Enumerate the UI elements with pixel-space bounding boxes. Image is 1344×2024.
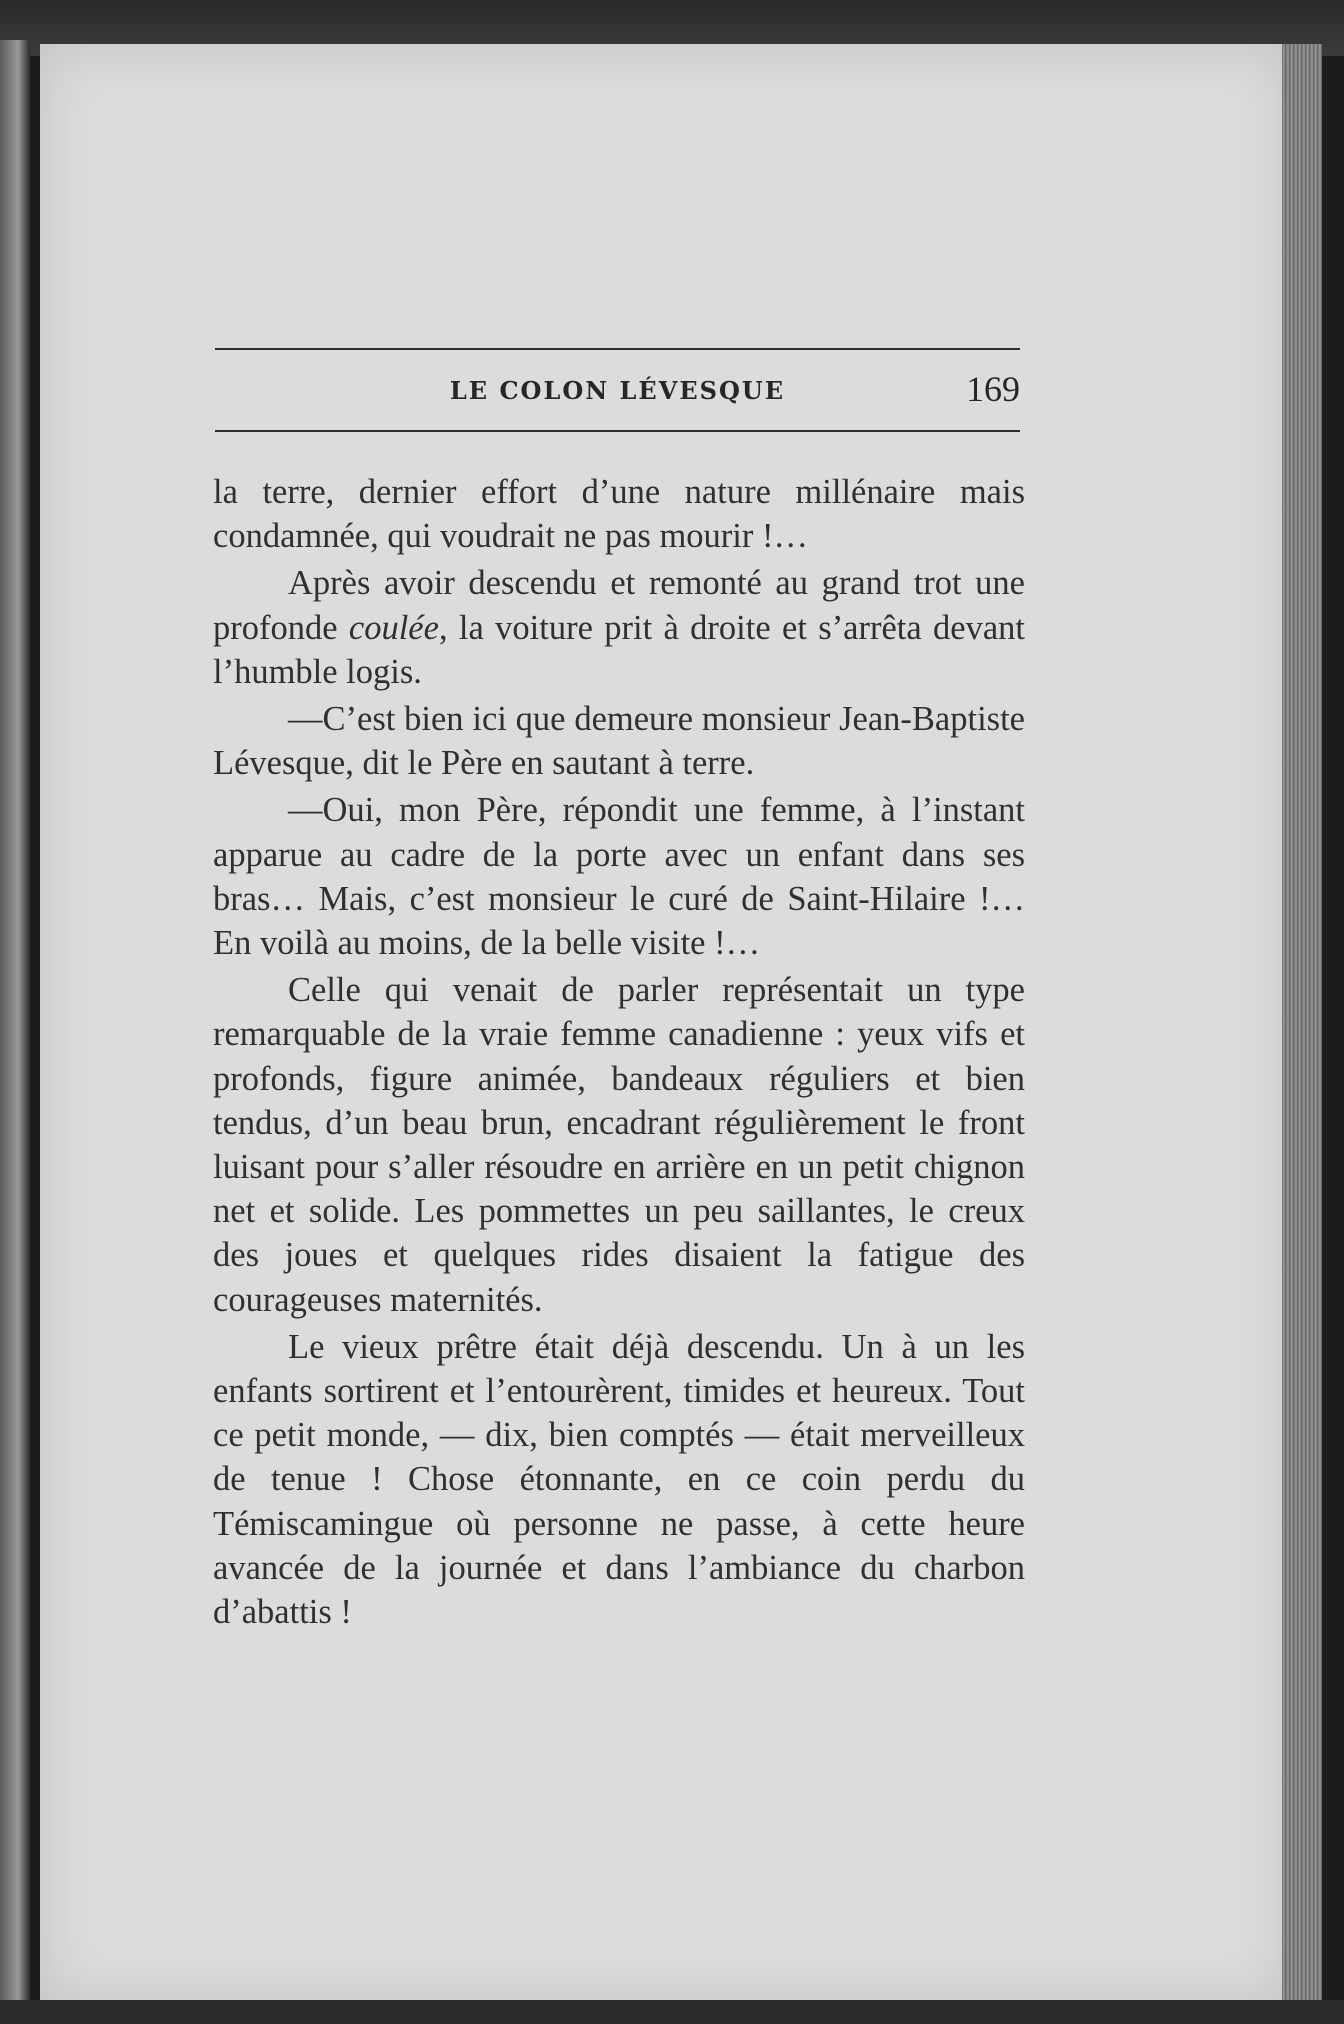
running-head (215, 368, 1020, 418)
paragraph-text: , la voiture prit à droite et s’arrêta devant l’humble logis. (213, 608, 1025, 691)
header-rule-top (215, 348, 1020, 350)
paragraph (213, 788, 1025, 965)
page-number: 169 (966, 369, 1020, 409)
scan-bottom-edge (0, 2000, 1344, 2024)
paragraph-text: Celle qui venait de parler représentait un type remarquable de la vraie femme canadienne : yeux vifs et profonds, figure animée, bandeaux réguliers et bien tendus, d’un beau brun, encadrant régulièrement le front luisant pour s’aller résoudre en arrière en un petit chignon net et solide. Les pommettes un peu saillantes, le creux des joues et quelques rides disaient la fatigue des courageuses maternités. (213, 971, 1025, 1319)
paragraph-text: Après avoir descendu et remonté au grand trot une profonde (213, 564, 1025, 647)
italic-word: coulée (348, 608, 439, 647)
paragraph (213, 470, 1025, 558)
paragraph (213, 1325, 1025, 1634)
left-page-edge (0, 40, 30, 2024)
running-title: LE COLON LÉVESQUE (449, 376, 786, 405)
paragraph (213, 968, 1025, 1322)
paragraph-text: —Oui, mon Père, répondit une femme, à l’instant apparue au cadre de la porte avec un enfant dans ses bras… Mais, c’est monsieur le curé de Saint-Hilaire !… En voilà au moins, de la belle visite !… (213, 791, 1025, 963)
header-rule-bottom (215, 430, 1020, 432)
body-text (213, 470, 1025, 1637)
paragraph-text: —C’est bien ici que demeure monsieur Jean-Baptiste Lévesque, dit le Père en sautant à terre. (213, 700, 1025, 783)
paragraph-text: la terre, dernier effort d’une nature millénaire mais condamnée, qui voudrait ne pas mourir !… (213, 473, 1025, 556)
paragraph (213, 561, 1025, 694)
paragraph-text: Le vieux prêtre était déjà descendu. Un à un les enfants sortirent et l’entourèrent, timides et heureux. Tout ce petit monde, — dix, bien comptés — était merveilleux de tenue ! Chose étonnante, en ce coin perdu du Témiscamingue où personne ne passe, à cette heure avancée de la journée et dans l’ambiance du charbon d’abattis ! (213, 1327, 1025, 1632)
page-stack-edge (1282, 44, 1322, 2004)
paragraph (213, 697, 1025, 785)
